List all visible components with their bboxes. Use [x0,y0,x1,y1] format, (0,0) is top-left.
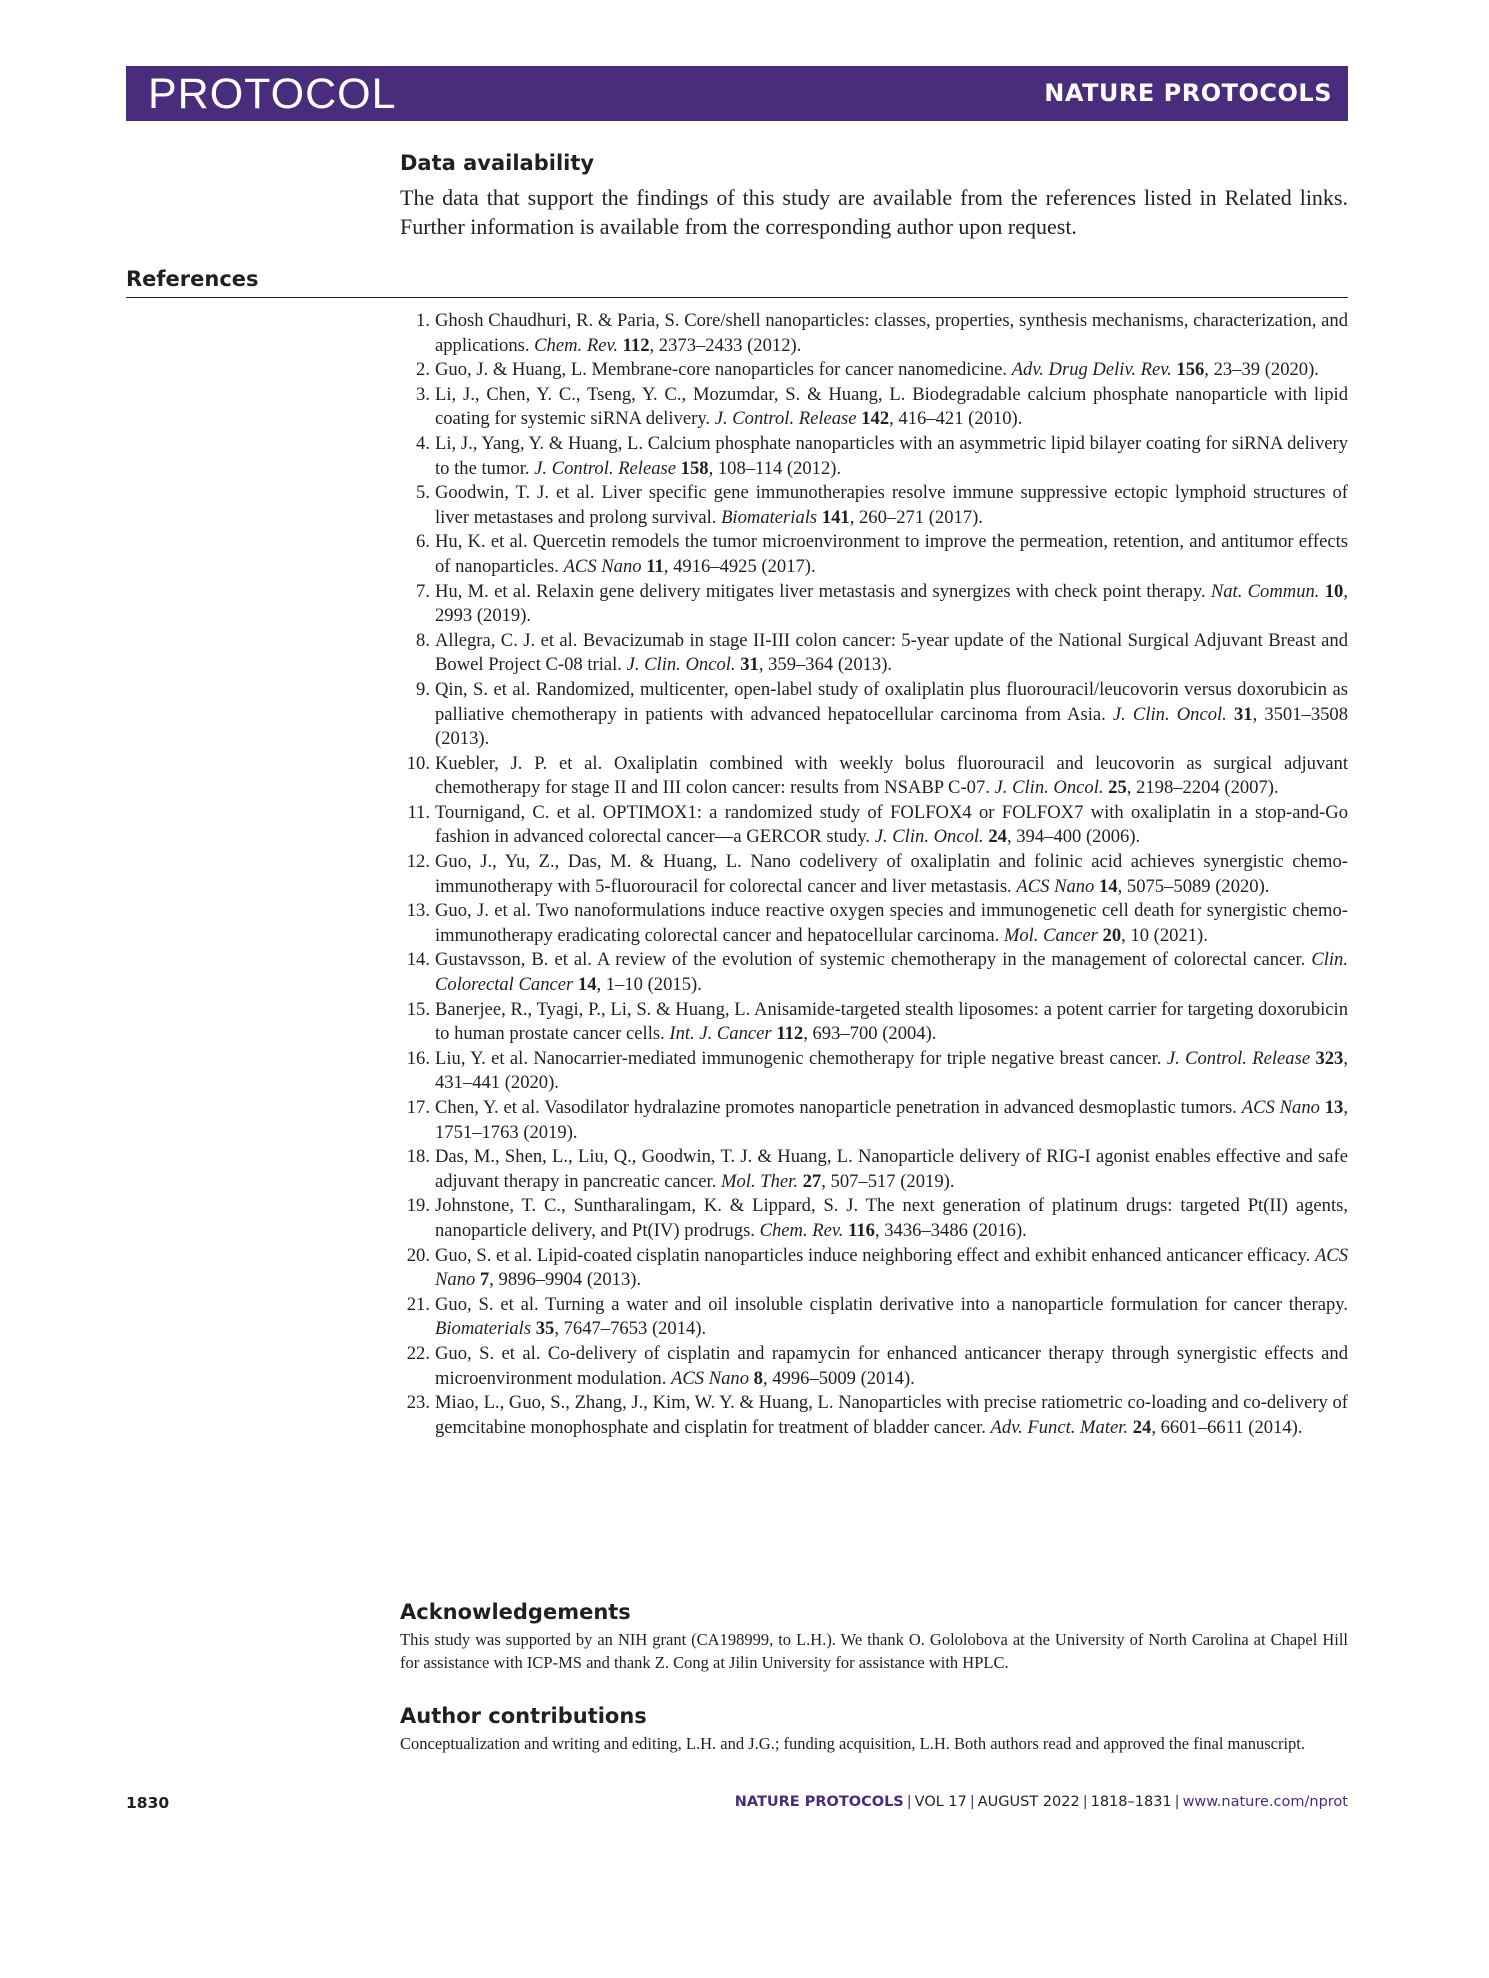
reference-journal: J. Control. Release [1166,1047,1311,1069]
reference-journal: J. Clin. Oncol. [994,777,1104,799]
reference-volume: 13 [1324,1097,1344,1118]
reference-journal: J. Control. Release [714,408,857,430]
reference-text: Miao, L., Guo, S., Zhang, J., Kim, W. Y. & Huang, L. Nanoparticles with precise ratiometric co-loading and co-delivery of gemcitabine monophosphate and cisplatin for treatment of bladder cancer. [435,1392,1348,1438]
reference-item [400,948,1348,997]
reference-volume: 112 [776,1023,804,1045]
author-contributions-text: Conceptualization and writing and editing, L.H. and J.G.; funding acquisition, L.H. Both authors read and approved the final manuscript. [400,1734,1306,1753]
reference-text: Guo, S. et al. Co-delivery of cisplatin and rapamycin for enhanced anticancer therapy through synergistic effects and microenvironment modulation. [435,1342,1348,1389]
reference-journal: ACS Nano [435,1244,1348,1291]
acknowledgements-text: This study was supported by an NIH grant (CA198999, to L.H.). We thank O. Gololobova at the University of North Carolina at Chapel Hill for assistance with ICP-MS and thank Z. Cong at Jilin University for assistance with HPLC. [400,1630,1348,1672]
reference-pages-year: , 2993 (2019). [435,580,1348,627]
reference-item [400,1194,1348,1243]
reference-separator [1227,704,1234,725]
reference-number: 18. [406,1146,430,1168]
reference-journal: Biomaterials [721,506,818,528]
reference-journal: J. Control. Release [534,457,677,479]
reference-number: 9. [416,678,430,700]
reference-item [400,1047,1348,1096]
reference-number: 7. [416,580,430,602]
footer-journal: NATURE PROTOCOLS [734,1794,904,1810]
reference-pages-year: , 507–517 (2019). [821,1170,955,1192]
reference-number: 12. [406,851,430,873]
acknowledgements-heading: Acknowledgements [400,1600,631,1624]
reference-number: 2. [416,359,430,381]
reference-text: Das, M., Shen, L., Liu, Q., Goodwin, T. J. & Huang, L. Nanoparticle delivery of RIG-I agonist enables effective and safe adjuvant therapy in pancreatic cancer. [435,1146,1348,1192]
reference-number: 11. [407,801,430,823]
reference-volume: 14 [1099,875,1118,897]
page-number: 1830 [126,1794,170,1812]
reference-number: 15. [406,998,430,1020]
reference-text: Kuebler, J. P. et al. Oxaliplatin combined with weekly bolus fluorouracil and leucovorin as surgical adjuvant chemotherapy for stage II and III colon cancer: results from NSABP C-07. [435,752,1348,799]
reference-text: Tournigand, C. et al. OPTIMOX1: a randomized study of FOLFOX4 or FOLFOX7 with oxaliplatin in a stop-and-Go fashion in advanced colorectal cancer—a GERCOR study. [435,801,1348,848]
reference-text: Ghosh Chaudhuri, R. & Paria, S. Core/shell nanoparticles: classes, properties, synthesis mechanisms, characterization, and applications. [435,310,1348,356]
reference-item [400,1293,1348,1342]
reference-pages-year: , 1–10 (2015). [596,974,702,996]
journal-name: NATURE PROTOCOLS [1044,79,1332,107]
reference-item [400,752,1348,801]
data-availability-text: The data that support the findings of this study are available from the references listed in Related links. Further information is available from the corresponding author upon request. [400,185,1348,239]
reference-item [400,383,1348,432]
reference-volume: 7 [479,1269,490,1291]
reference-journal: Adv. Drug Deliv. Rev. [1011,359,1172,381]
reference-journal: J. Clin. Oncol. [626,654,736,676]
footer-citation: NATURE PROTOCOLS | VOL 17 | AUGUST 2022 | 1818–1831 | www.nature.com/nprot [734,1794,1348,1810]
footer-date: AUGUST 2022 [977,1794,1080,1810]
reference-item [400,530,1348,579]
reference-number: 3. [416,383,430,405]
reference-volume: 25 [1108,777,1127,799]
reference-item [400,850,1348,899]
reference-volume: 8 [753,1367,763,1389]
reference-text: Guo, S. et al. Lipid-coated cisplatin nanoparticles induce neighboring effect and exhibit enhanced anticancer efficacy. [435,1244,1315,1266]
reference-text: Guo, S. et al. Turning a water and oil insoluble cisplatin derivative into a nanoparticle formulation for cancer therapy. [435,1293,1348,1315]
reference-pages-year: , 4996–5009 (2014). [762,1367,915,1389]
reference-journal: Chem. Rev. [534,334,618,356]
reference-number: 10. [406,752,430,774]
reference-pages-year: , 23–39 (2020). [1204,359,1319,381]
reference-text: Chen, Y. et al. Vasodilator hydralazine promotes nanoparticle penetration in advanced desmoplastic tumors. [435,1097,1242,1118]
reference-pages-year: , 7647–7653 (2014). [554,1318,707,1340]
reference-number: 13. [406,900,430,922]
reference-volume: 31 [740,654,759,676]
reference-pages-year: , 10 (2021). [1121,924,1208,946]
reference-volume: 141 [821,506,850,528]
reference-text: Guo, J., Yu, Z., Das, M. & Huang, L. Nano codelivery of oxaliplatin and folinic acid achieves synergistic chemo-immunotherapy with 5-fluorouracil for colorectal cancer and liver metastasis. [435,851,1348,897]
author-contributions-heading: Author contributions [400,1704,647,1728]
footer-volume: VOL 17 [914,1794,967,1810]
reference-journal: ACS Nano [1016,875,1095,897]
reference-volume: 24 [1132,1416,1152,1438]
reference-volume: 116 [848,1219,875,1241]
data-availability-heading: Data availability [400,151,595,175]
reference-item [400,1391,1348,1440]
reference-number: 1. [416,310,430,331]
reference-item [400,358,1348,383]
reference-pages-year: , 4916–4925 (2017). [663,555,816,577]
reference-item [400,580,1348,629]
reference-journal: Biomaterials [435,1318,532,1340]
reference-volume: 10 [1324,580,1344,602]
reference-pages-year: , 3501–3508 (2013). [435,703,1349,750]
reference-volume: 24 [988,826,1007,848]
reference-pages-year: , 6601–6611 (2014). [1151,1416,1303,1438]
reference-number: 4. [416,432,430,454]
reference-text: Qin, S. et al. Randomized, multicenter, open-label study of oxaliplatin plus fluorouracil/leucovorin versus doxorubicin as palliative chemotherapy in patients with advanced hepatocellular carcinoma from Asia. [435,678,1348,725]
reference-number: 8. [416,629,430,651]
reference-journal: J. Clin. Oncol. [1112,703,1227,725]
reference-item [400,1096,1348,1145]
reference-pages-year: , 416–421 (2010). [889,408,1023,430]
reference-pages-year: , 431–441 (2020). [435,1047,1348,1094]
reference-pages-year: , 2198–2204 (2007). [1126,777,1279,799]
reference-pages-year: , 9896–9904 (2013). [489,1269,642,1291]
reference-volume: 27 [802,1170,822,1192]
reference-volume: 142 [861,408,890,430]
reference-text: Guo, J. et al. Two nanoformulations induce reactive oxygen species and immunogenetic cell death for synergistic chemo-immunotherapy eradicating colorectal cancer and hepatocellular carcinoma. [435,900,1348,946]
reference-number: 20. [406,1244,430,1266]
reference-text: Hu, K. et al. Quercetin remodels the tumor microenvironment to improve the permeation, retention, and antitumor effects of nanoparticles. [435,531,1348,577]
reference-item [400,678,1348,752]
reference-journal: J. Clin. Oncol. [874,826,984,848]
reference-journal: ACS Nano [671,1367,749,1389]
reference-journal: Adv. Funct. Mater. [990,1416,1129,1438]
reference-pages-year: , 359–364 (2013). [758,654,893,676]
reference-number: 21. [406,1293,430,1315]
reference-pages-year: , 5075–5089 (2020). [1117,875,1270,897]
reference-pages-year: , 2373–2433 (2012). [649,334,802,356]
reference-number: 19. [406,1195,430,1217]
reference-volume: 14 [577,974,597,996]
reference-text: Guo, J. & Huang, L. Membrane-core nanoparticles for cancer nanomedicine. [435,359,1012,381]
reference-volume: 323 [1315,1047,1344,1069]
reference-number: 16. [406,1047,430,1069]
reference-volume: 20 [1102,924,1122,946]
reference-volume: 11 [646,555,664,577]
reference-pages-year: , 108–114 (2012). [708,457,842,479]
section-label: PROTOCOL [148,70,397,118]
header-banner [126,66,1348,121]
reference-item [400,309,1348,358]
reference-volume: 156 [1176,359,1205,381]
reference-item [400,432,1348,481]
reference-item [400,899,1348,948]
footer-url-link[interactable]: www.nature.com/nprot [1182,1794,1348,1810]
reference-journal: ACS Nano [1241,1097,1320,1118]
reference-pages-year: , 260–271 (2017). [849,506,983,528]
reference-pages-year: , 394–400 (2006). [1006,826,1141,848]
reference-number: 14. [406,949,430,971]
reference-number: 22. [406,1342,430,1364]
reference-text: Liu, Y. et al. Nanocarrier-mediated immunogenic chemotherapy for triple negative breast cancer. [435,1047,1167,1069]
reference-volume: 35 [535,1318,555,1340]
reference-pages-year: , 3436–3486 (2016). [874,1219,1027,1241]
reference-item [400,629,1348,678]
references-divider [126,297,1348,298]
reference-journal: ACS Nano [563,555,642,577]
reference-item [400,801,1348,850]
reference-list [400,309,1348,1440]
reference-number: 6. [416,531,430,553]
references-heading: References [126,267,259,291]
reference-journal: Mol. Cancer [1003,924,1098,946]
reference-journal: Chem. Rev. [759,1219,844,1241]
reference-text: Gustavsson, B. et al. A review of the evolution of systemic chemotherapy in the management of colorectal cancer. [435,949,1312,971]
reference-number: 17. [406,1097,430,1118]
reference-item [400,1145,1348,1194]
reference-text: Li, J., Yang, Y. & Huang, L. Calcium phosphate nanoparticles with an asymmetric lipid bilayer coating for siRNA delivery to the tumor. [435,432,1348,479]
reference-pages-year: , 693–700 (2004). [803,1023,937,1045]
reference-item [400,1342,1348,1391]
reference-number: 5. [416,482,430,504]
reference-number: 23. [406,1392,430,1414]
reference-journal: Int. J. Cancer [669,1023,772,1045]
reference-text: Li, J., Chen, Y. C., Tseng, Y. C., Mozumdar, S. & Huang, L. Biodegradable calcium phosphate nanoparticle with lipid coating for systemic siRNA delivery. [435,383,1348,430]
reference-journal: Clin. Colorectal Cancer [435,949,1348,996]
reference-journal: Mol. Ther. [721,1170,798,1192]
reference-text: Banerjee, R., Tyagi, P., Li, S. & Huang, L. Anisamide-targeted stealth liposomes: a potent carrier for targeting doxorubicin to human prostate cancer cells. [435,998,1348,1045]
reference-text: Hu, M. et al. Relaxin gene delivery mitigates liver metastasis and synergizes with check point therapy. [435,580,1211,602]
reference-volume: 112 [622,334,650,356]
reference-text: Allegra, C. J. et al. Bevacizumab in stage II-III colon cancer: 5-year update of the National Surgical Adjuvant Breast and Bowel Project C-08 trial. [435,629,1348,676]
reference-item [400,1244,1348,1293]
reference-journal: Nat. Commun. [1210,580,1320,602]
reference-item [400,481,1348,530]
reference-item [400,998,1348,1047]
reference-text: Goodwin, T. J. et al. Liver specific gene immunotherapies resolve immune suppressive ectopic lymphoid structures of liver metastases and prolong survival. [435,482,1348,528]
reference-text: Johnstone, T. C., Suntharalingam, K. & Lippard, S. J. The next generation of platinum drugs: targeted Pt(II) agents, nanoparticle delivery, and Pt(IV) prodrugs. [435,1195,1348,1241]
reference-volume: 158 [680,457,709,479]
footer-pages: 1818–1831 [1090,1794,1172,1810]
reference-volume: 31 [1233,703,1253,725]
reference-pages-year: , 1751–1763 (2019). [435,1097,1348,1143]
